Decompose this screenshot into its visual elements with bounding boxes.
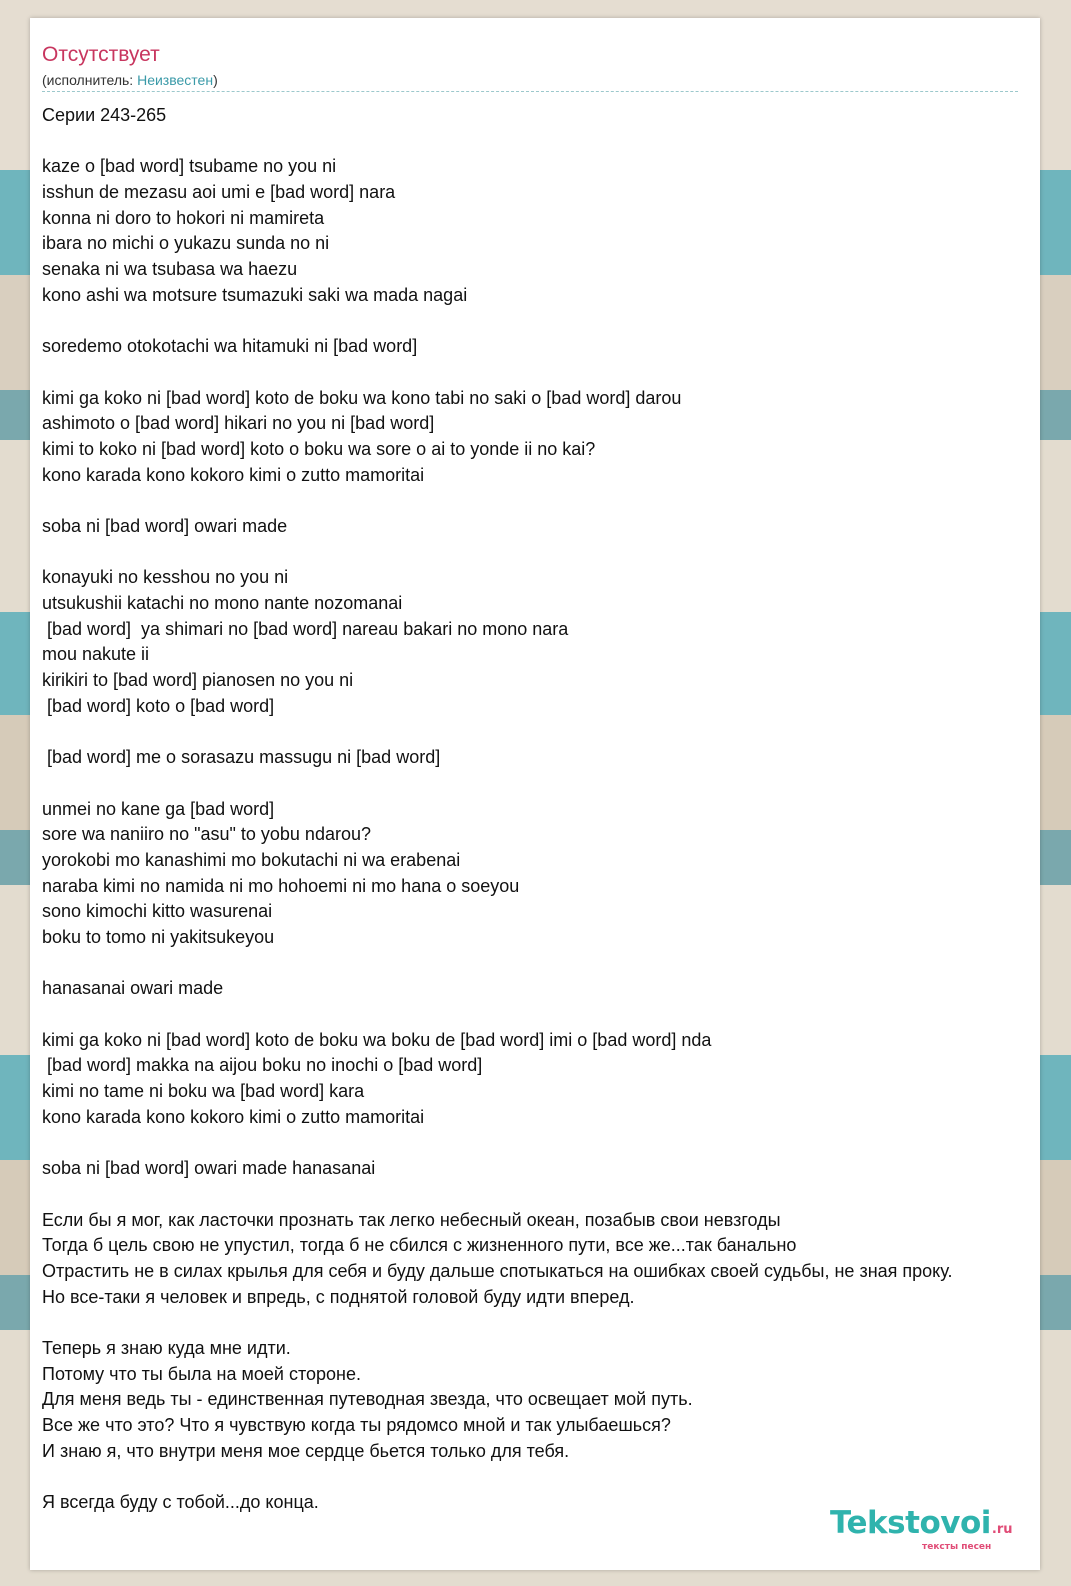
lyric-line [42, 488, 1071, 514]
lyric-line [42, 720, 1071, 746]
lyric-line: hanasanai owari made [42, 978, 224, 999]
lyric-line: Теперь я знаю куда мне идти. [42, 1338, 291, 1358]
lyric-line: kono karada kono kokoro kimi o zutto mamoritai [42, 464, 425, 485]
song-title: Отсутствует [42, 43, 160, 66]
lyric-line: Потому что ты была на моей стороне. [42, 1363, 361, 1384]
lyric-line: Для меня ведь ты - единственная путеводная звезда, что освещает мой путь. [42, 1389, 693, 1410]
lyric-line [42, 1310, 1071, 1336]
lyric-line [42, 540, 1071, 566]
lyric-line: konna ni doro to hokori ni mamireta [42, 207, 325, 228]
lyric-line: [bad word] me o sorasazu massugu ni [bad word] [42, 747, 441, 768]
lyric-line: sono kimochi kitto wasurenai [42, 901, 273, 922]
site-logo[interactable] [830, 1505, 1013, 1552]
lyric-line [42, 1002, 1071, 1028]
lyric-line [42, 1182, 1071, 1208]
artist-link[interactable]: Неизвестен [137, 72, 214, 88]
lyric-line: kirikiri to [bad word] pianosen no you ni [42, 670, 354, 691]
lyric-line: kimi no tame ni boku wa [bad word] kara [42, 1081, 365, 1102]
lyric-line: mou nakute ii [42, 644, 150, 665]
logo-domain-suffix: .ru [991, 1522, 1013, 1537]
lyric-line [42, 360, 1071, 386]
lyric-line [42, 309, 1071, 335]
lyric-line: boku to tomo ni yakitsukeyou [42, 927, 275, 947]
lyric-line [42, 951, 1071, 977]
lyric-line: unmei no kane ga [bad word] [42, 798, 275, 819]
lyric-line: [bad word] ya shimari no [bad word] nareau bakari no mono nara [42, 618, 569, 639]
lyric-line: kimi to koko ni [bad word] koto o boku wa sore o ai to yonde ii no kai? [42, 438, 596, 459]
lyric-line [42, 1464, 1071, 1490]
lyric-line: kimi ga koko ni [bad word] koto de boku wa kono tabi no saki o [bad word] darou [42, 387, 682, 408]
lyric-line [42, 1131, 1071, 1157]
lyric-line: yorokobi mo kanashimi mo bokutachi ni wa erabenai [42, 849, 461, 870]
lyric-line: sore wa naniiro no "asu" to yobu ndarou? [42, 824, 371, 845]
lyric-line: ashimoto o [bad word] hikari no you ni [bad word] [42, 413, 435, 434]
lyric-line: [bad word] koto o [bad word] [42, 695, 275, 716]
lyric-line: soredemo otokotachi wa hitamuki ni [bad word] [42, 336, 418, 357]
lyric-line: Но все-таки я человек и впредь, с поднятой головой буду идти вперед. [42, 1286, 635, 1307]
logo-wordmark: Tekstovoi [830, 1505, 991, 1541]
lyric-line: naraba kimi no namida ni mo hohoemi ni mo hana o soeyou [42, 875, 520, 896]
lyric-line: kono karada kono kokoro kimi o zutto mamoritai [42, 1106, 425, 1127]
lyric-line: konayuki no kesshou no you ni [42, 567, 289, 588]
lyric-line: kaze o [bad word] tsubame no you ni [42, 156, 337, 177]
lyric-line: soba ni [bad word] owari made [42, 516, 288, 536]
lyric-line: Отрастить не в силах крылья для себя и буду дальше спотыкаться на ошибках своей судьбы, не зная проку. [42, 1260, 953, 1281]
lyric-line: Тогда б цель свою не упустил, тогда б не сбился с жизненного пути, все же...так банально [42, 1235, 797, 1256]
logo-tagline: тексты песен [922, 1542, 992, 1552]
lyric-line: Все же что это? Что я чувствую когда ты рядомсо мной и так улыбаешься? [42, 1415, 671, 1436]
lyric-line: soba ni [bad word] owari made hanasanai [42, 1158, 376, 1179]
lyric-line: [bad word] makka na aijou boku no inochi o [bad word] [42, 1055, 483, 1076]
lyric-line: senaka ni wa tsubasa wa haezu [42, 259, 298, 280]
lyric-line: isshun de mezasu aoi umi e [bad word] nara [42, 182, 396, 203]
lyric-line: ibara no michi o yukazu sunda no ni [42, 233, 330, 254]
lyrics-text [42, 103, 1071, 1516]
title-divider [42, 91, 1018, 92]
lyric-line: kimi ga koko ni [bad word] koto de boku wa boku de [bad word] imi o [bad word] nda [42, 1029, 712, 1050]
lyric-line [42, 771, 1071, 797]
artist-prefix: (исполнитель: [42, 72, 138, 88]
lyric-line: kono ashi wa motsure tsumazuki saki wa mada nagai [42, 284, 468, 305]
artist-line [42, 72, 218, 88]
lyric-line: Серии 243-265 [42, 105, 167, 125]
lyric-line: И знаю я, что внутри меня мое сердце бьется только для тебя. [42, 1440, 570, 1461]
lyric-line: Если бы я мог, как ласточки прознать так легко небесный океан, позабыв свои невзгоды [42, 1209, 781, 1230]
lyric-line: Я всегда буду с тобой...до конца. [42, 1492, 319, 1513]
lyric-line: utsukushii katachi no mono nante nozomanai [42, 593, 403, 614]
lyric-line [42, 129, 1071, 155]
artist-suffix: ) [213, 72, 218, 88]
